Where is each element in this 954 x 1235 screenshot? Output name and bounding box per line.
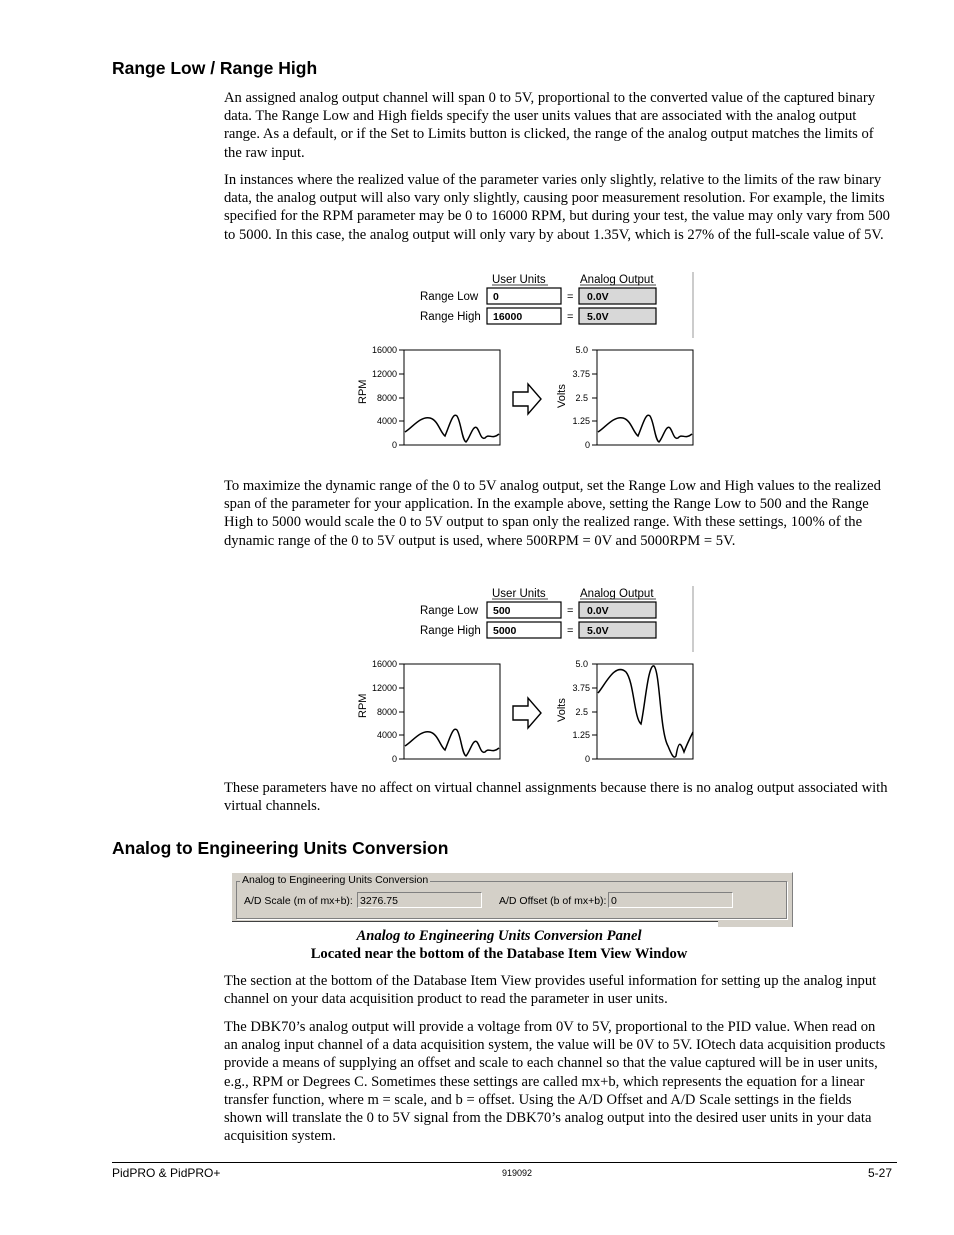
- section-heading-conversion: Analog to Engineering Units Conversion: [112, 838, 449, 858]
- tick-label: 8000: [376, 707, 397, 717]
- tick-label: 12000: [371, 683, 397, 693]
- paragraph: To maximize the dynamic range of the 0 to 5V analog output, set the Range Low and High values to the realized span of the parameter for your application. In the example above, setting the Range Low to 500 and the Range High to 5000 would scale the 0 to 5V output to span only the realized range. With these settings, 100% of the dynamic range of the 0 to 5V output is used, where 500RPM = 0V and 5000RPM = 5V.: [224, 478, 881, 549]
- figure-caption: [224, 927, 774, 963]
- equals-sign: =: [567, 605, 574, 617]
- rpm-chart-2: [357, 659, 500, 764]
- tick-label: 16000: [371, 659, 397, 669]
- paragraph: The section at the bottom of the Database Item View provides useful information for setting up the analog input channel on your data acquisition product to read the parameter in user units.: [224, 973, 877, 1008]
- tick-label: 0: [584, 440, 590, 450]
- figure-2-table: [420, 586, 693, 652]
- paragraph: An assigned analog output channel will span 0 to 5V, proportional to the converted value of the captured binary data. The Range Low and High fields specify the user units values that are associated with the analog output range. As a default, or if the Set to Limits button is clicked, the range of the analog output matches the limits of the raw input.: [224, 90, 876, 161]
- range-high-output: 5.0V: [587, 625, 609, 637]
- tick-label: 0: [391, 440, 397, 450]
- tick-label: 3.75: [572, 369, 590, 379]
- col-user-units: User Units: [492, 588, 546, 600]
- range-low-value: 500: [493, 605, 511, 617]
- range-high-label: Range High: [420, 311, 481, 323]
- tick-label: 1.25: [572, 730, 590, 740]
- footer-page-number: 5-27: [868, 1166, 893, 1180]
- arrow-icon: [513, 698, 541, 728]
- footer-rule: [112, 1162, 897, 1163]
- volts-chart-2: [556, 659, 693, 764]
- range-high-value: 5000: [493, 625, 517, 637]
- tick-label: 0: [584, 754, 590, 764]
- tick-label: 16000: [371, 345, 397, 355]
- equals-sign: =: [567, 625, 574, 637]
- col-analog-output: Analog Output: [580, 588, 654, 600]
- equals-sign: =: [567, 311, 574, 323]
- paragraph: The DBK70’s analog output will provide a voltage from 0V to 5V, proportional to the PID value. When read on an analog input channel of a data acquisition system, the value will be 0V to 5V. IOtech data acquisition products provide a means of supplying an offset and scale to each channel so that the value captured will be in user units, e.g., RPM or Degrees C. Sometimes these settings are called mx+b, which represents the equation for a linear transfer function, where m = scale, and b = offset. Using the A/D Offset and A/D Scale settings in the fields shown will translate the 0 to 5V signal from the DBK70’s analog output into the desired user units in your data acquisition system.: [224, 1019, 886, 1145]
- range-high-output: 5.0V: [587, 311, 609, 323]
- footer-center: 919092: [502, 1168, 533, 1178]
- ad-scale-label: A/D Scale (m of mx+b):: [244, 895, 353, 907]
- volts-axis-label: Volts: [556, 384, 568, 408]
- tick-label: 2.5: [575, 393, 588, 403]
- caption-title: Analog to Engineering Units Conversion Panel: [356, 928, 642, 944]
- caption-subtitle: Located near the bottom of the Database Item View Window: [310, 946, 688, 962]
- section-heading-range: Range Low / Range High: [112, 58, 318, 78]
- range-high-value: 16000: [493, 311, 523, 323]
- rpm-axis-label: RPM: [357, 693, 369, 718]
- tick-label: 5.0: [575, 345, 588, 355]
- ad-offset-label: A/D Offset (b of mx+b):: [499, 895, 607, 907]
- tick-label: 0: [391, 754, 397, 764]
- range-low-output: 0.0V: [587, 605, 609, 617]
- footer-left: PidPRO & PidPRO+: [112, 1166, 221, 1180]
- col-analog-output: Analog Output: [580, 274, 654, 286]
- tick-label: 2.5: [575, 707, 588, 717]
- tick-label: 5.0: [575, 659, 588, 669]
- groupbox-legend: Analog to Engineering Units Conversion: [242, 874, 429, 886]
- tick-label: 1.25: [572, 416, 590, 426]
- tick-label: 8000: [376, 393, 397, 403]
- range-low-label: Range Low: [420, 291, 479, 303]
- tick-label: 4000: [376, 730, 397, 740]
- paragraph: In instances where the realized value of the parameter varies only slightly, relative to the limits of the raw binary data, the analog output will also vary only slightly, causing poor measurement resolution. For example, the limits specified for the RPM parameter may be 0 to 16000 RPM, but during your test, the value may only vary from 500 to 5000. In this case, the analog output will only vary by about 1.35V, which is 27% of the full-scale value of 5V.: [224, 172, 890, 243]
- range-low-output: 0.0V: [587, 291, 609, 303]
- conversion-panel-screenshot: [231, 872, 793, 927]
- equals-sign: =: [567, 291, 574, 303]
- range-high-label: Range High: [420, 625, 481, 637]
- rpm-axis-label: RPM: [357, 379, 369, 404]
- ad-offset-field[interactable]: 0: [608, 892, 733, 908]
- range-low-label: Range Low: [420, 605, 479, 617]
- tick-label: 4000: [376, 416, 397, 426]
- tick-label: 12000: [371, 369, 397, 379]
- range-low-value: 0: [493, 291, 499, 303]
- ad-scale-field[interactable]: 3276.75: [357, 892, 482, 908]
- paragraph: These parameters have no affect on virtual channel assignments because there is no analog output associated with virtual channels.: [224, 780, 888, 815]
- volts-axis-label: Volts: [556, 698, 568, 722]
- tick-label: 3.75: [572, 683, 590, 693]
- col-user-units: User Units: [492, 274, 546, 286]
